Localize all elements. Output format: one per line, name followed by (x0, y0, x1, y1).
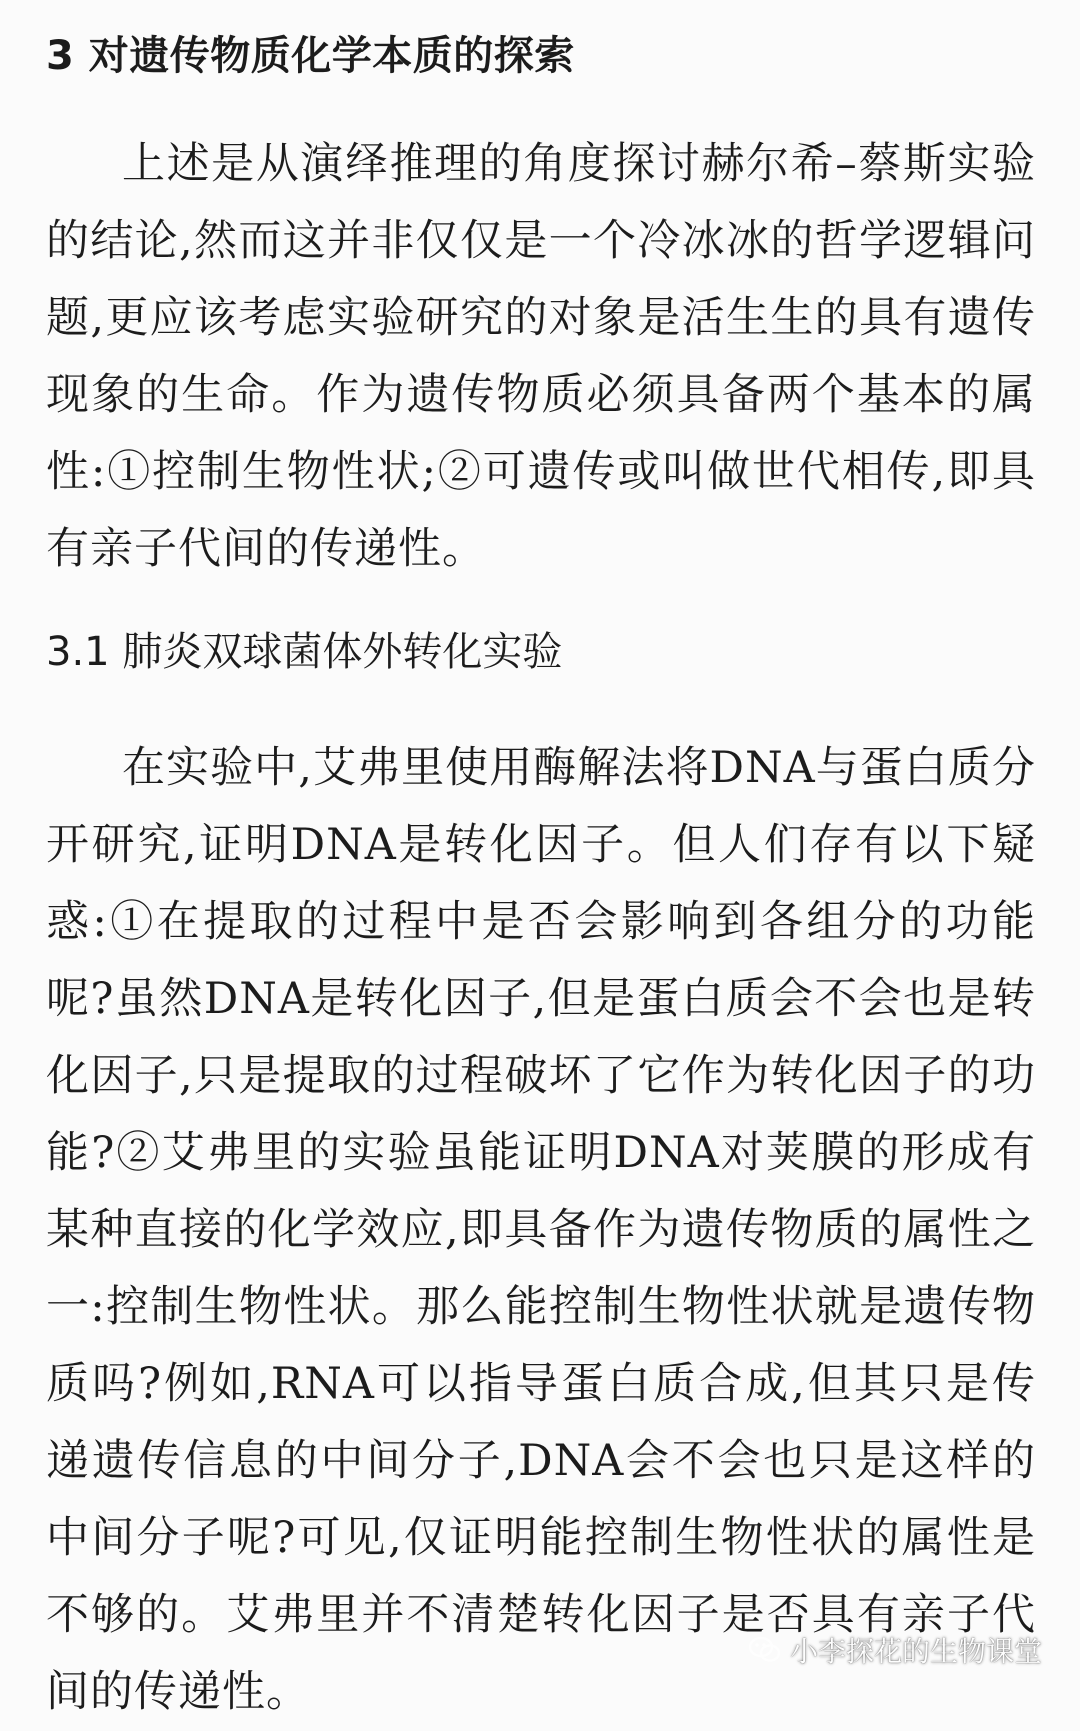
watermark-text: 小李探花的生物课堂 (789, 1635, 1042, 1668)
wechat-icon (748, 1635, 782, 1665)
subsection-heading: 3.1 肺炎双球菌体外转化实验 (46, 629, 563, 675)
subsection-paragraph: 在实验中,艾弗里使用酶解法将DNA与蛋白质分开研究,证明DNA是转化因子。但人们存有以下疑惑:①在提取的过程中是否会影响到各组分的功能呢?虽然DNA是转化因子,但是蛋白质会不会也是转化因子,只是提取的过程破坏了它作为转化因子的功能?②艾弗里的实验虽能证明DNA对荚膜的形成有某种直接的化学效应,即具备作为遗传物质的属性之一:控制生物性状。那么能控制生物性状就是遗传物质吗?例如,RNA可以指导蛋白质合成,但其只是传递遗传信息的中间分子,DNA会不会也只是这样的中间分子呢?可见,仅证明能控制生物性状的属性是不够的。艾弗里并不清楚转化因子是否具有亲子代间的传递性。 (46, 743, 1036, 1717)
section-paragraph: 上述是从演绎推理的角度探讨赫尔希–蔡斯实验的结论,然而这并非仅仅是一个冷冰冰的哲学逻辑问题,更应该考虑实验研究的对象是活生生的具有遗传现象的生命。作为遗传物质必须具备两个基本的属性:①控制生物性状;②可遗传或叫做世代相传,即具有亲子代间的传递性。 (46, 139, 1036, 574)
watermark (748, 1630, 1042, 1670)
section-heading: 3 对遗传物质化学本质的探索 (46, 33, 575, 79)
